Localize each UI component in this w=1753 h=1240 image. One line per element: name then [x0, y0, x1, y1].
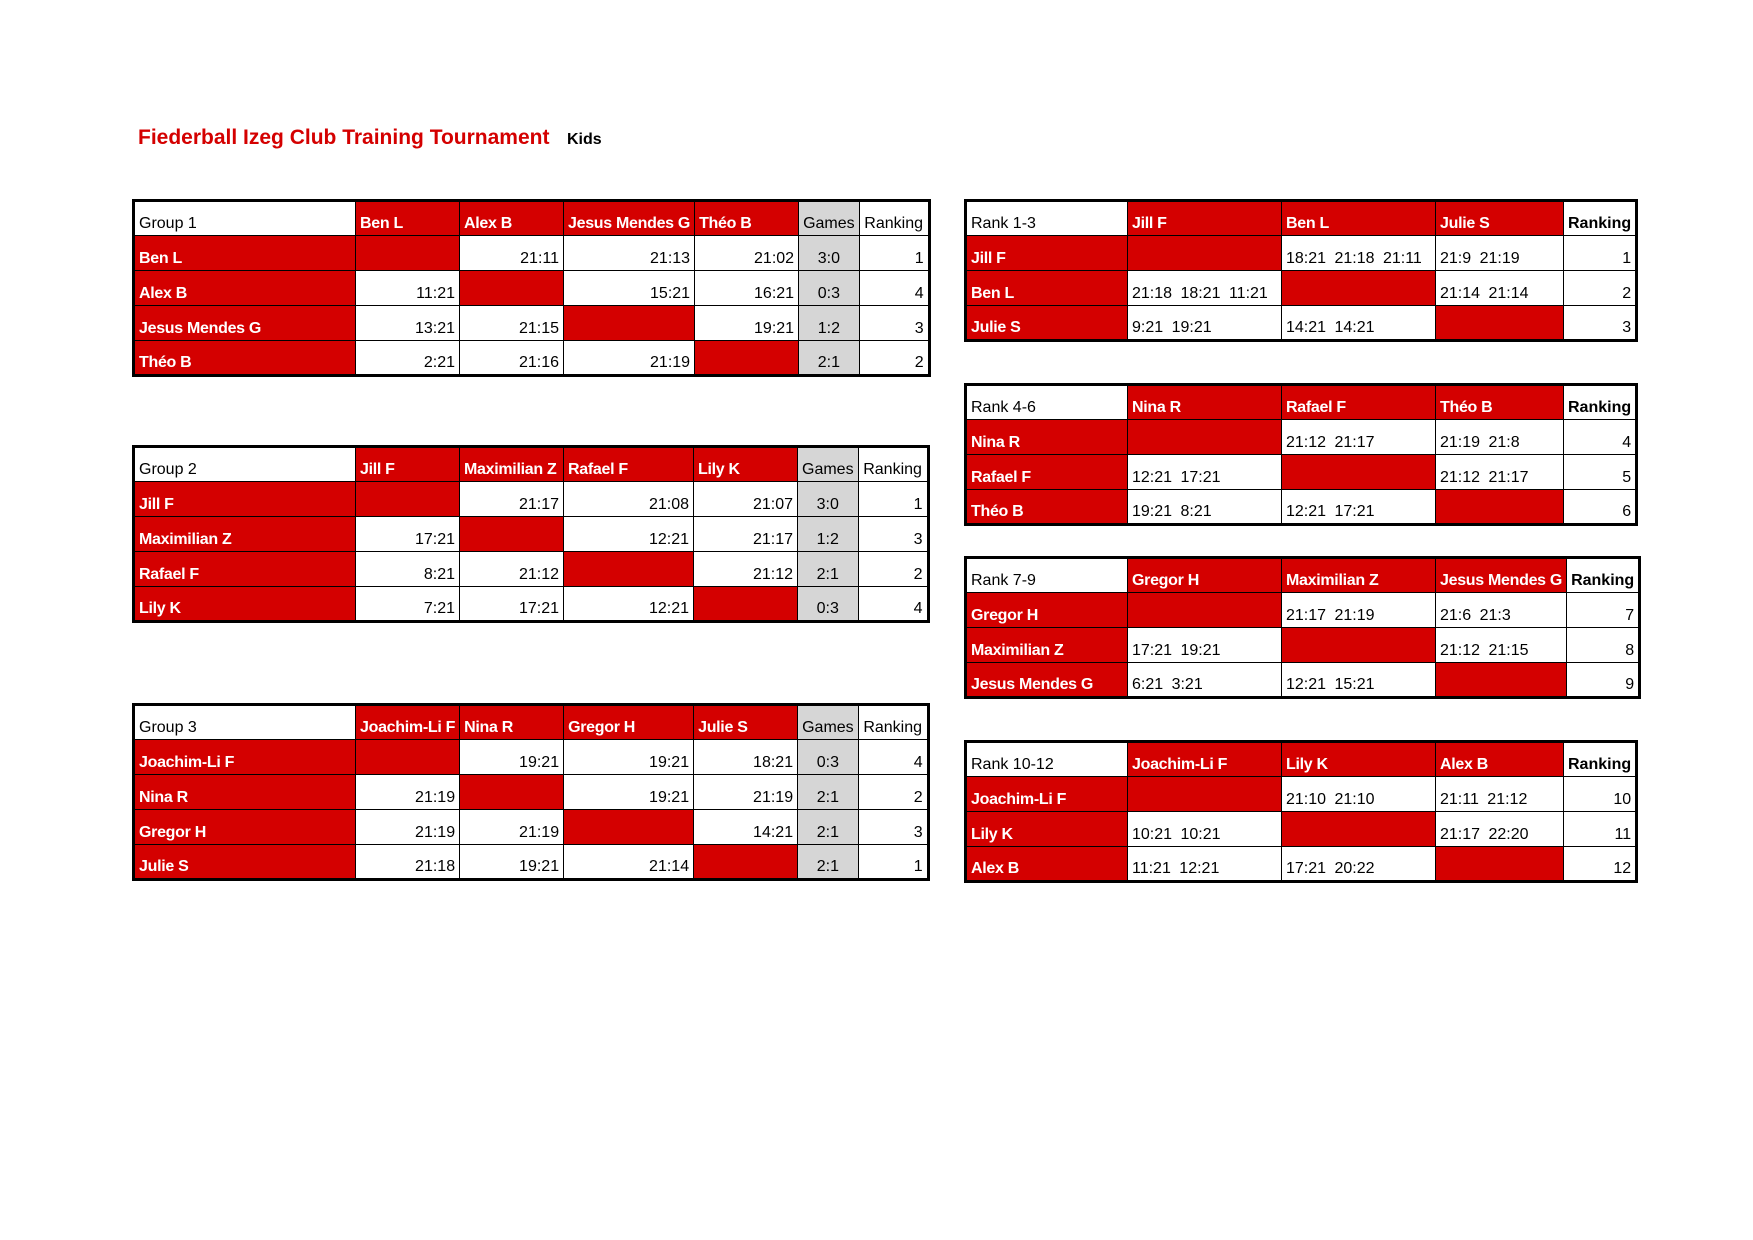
- self-match-cell: [1282, 271, 1436, 306]
- self-match-cell: [460, 271, 564, 306]
- score-cell: 21:6 21:3: [1436, 593, 1567, 628]
- games-cell: 2:1: [798, 845, 859, 880]
- column-player: Ben L: [356, 201, 460, 236]
- row-player: Rafael F: [966, 455, 1128, 490]
- row-player: Julie S: [134, 845, 356, 880]
- games-cell: 0:3: [799, 271, 860, 306]
- column-player: Joachim-Li F: [356, 705, 460, 740]
- self-match-cell: [1436, 663, 1567, 698]
- score-cell: 19:21 8:21: [1128, 490, 1282, 525]
- score-cell: 19:21: [460, 845, 564, 880]
- rank-cell: 1: [858, 482, 928, 517]
- rank-cell: 11: [1564, 812, 1637, 847]
- group-3-table: [132, 703, 930, 881]
- ranking-header: Ranking: [1564, 385, 1637, 420]
- score-cell: 18:21 21:18 21:11: [1282, 236, 1436, 271]
- self-match-cell: [1128, 777, 1282, 812]
- score-cell: 21:19: [356, 810, 460, 845]
- score-cell: 21:12 21:17: [1436, 455, 1564, 490]
- table-row: [966, 777, 1637, 812]
- score-cell: 12:21 15:21: [1282, 663, 1436, 698]
- score-cell: 14:21: [694, 810, 798, 845]
- rank-group-name: Rank 10-12: [966, 742, 1128, 777]
- games-header: Games: [798, 705, 859, 740]
- self-match-cell: [1282, 812, 1436, 847]
- ranking-header: Ranking: [1564, 201, 1637, 236]
- games-header: Games: [798, 447, 859, 482]
- column-player: Jesus Mendes G: [1436, 558, 1567, 593]
- column-player: Jill F: [1128, 201, 1282, 236]
- row-player: Nina R: [134, 775, 356, 810]
- group-2-table: [132, 445, 930, 623]
- score-cell: 7:21: [356, 587, 460, 622]
- games-header: Games: [799, 201, 860, 236]
- table-row: [134, 552, 929, 587]
- score-cell: 21:14 21:14: [1436, 271, 1564, 306]
- column-player: Julie S: [694, 705, 798, 740]
- score-cell: 21:19: [356, 775, 460, 810]
- row-player: Ben L: [134, 236, 356, 271]
- row-player: Gregor H: [134, 810, 356, 845]
- row-player: Ben L: [966, 271, 1128, 306]
- score-cell: 21:19: [460, 810, 564, 845]
- rank-1-3-table: [964, 199, 1638, 342]
- score-cell: 21:17: [694, 517, 798, 552]
- group-name: Group 2: [134, 447, 356, 482]
- column-player: Jesus Mendes G: [564, 201, 695, 236]
- row-player: Théo B: [966, 490, 1128, 525]
- table-header-row: [134, 705, 929, 740]
- games-cell: 1:2: [799, 306, 860, 341]
- row-player: Jesus Mendes G: [134, 306, 356, 341]
- games-cell: 0:3: [798, 740, 859, 775]
- score-cell: 8:21: [356, 552, 460, 587]
- games-cell: 1:2: [798, 517, 859, 552]
- rank-cell: 4: [1564, 420, 1637, 455]
- score-cell: 21:08: [564, 482, 694, 517]
- score-cell: 21:19: [564, 341, 695, 376]
- score-cell: 17:21 19:21: [1128, 628, 1282, 663]
- rank-group-name: Rank 4-6: [966, 385, 1128, 420]
- table-header-row: [966, 201, 1637, 236]
- column-player: Théo B: [1436, 385, 1564, 420]
- table-row: [134, 740, 929, 775]
- games-cell: 0:3: [798, 587, 859, 622]
- rank-cell: 1: [858, 845, 928, 880]
- ranking-header: Ranking: [1564, 742, 1637, 777]
- games-cell: 3:0: [798, 482, 859, 517]
- column-player: Rafael F: [564, 447, 694, 482]
- row-player: Rafael F: [134, 552, 356, 587]
- score-cell: 17:21: [460, 587, 564, 622]
- score-cell: 12:21 17:21: [1128, 455, 1282, 490]
- table-row: [134, 517, 929, 552]
- score-cell: 21:12 21:15: [1436, 628, 1567, 663]
- table-row: [134, 306, 930, 341]
- row-player: Gregor H: [966, 593, 1128, 628]
- score-cell: 13:21: [356, 306, 460, 341]
- score-cell: 14:21 14:21: [1282, 306, 1436, 341]
- row-player: Alex B: [134, 271, 356, 306]
- score-cell: 17:21: [356, 517, 460, 552]
- self-match-cell: [1128, 420, 1282, 455]
- rank-cell: 7: [1567, 593, 1640, 628]
- table-row: [134, 482, 929, 517]
- column-player: Lily K: [694, 447, 798, 482]
- self-match-cell: [695, 341, 799, 376]
- table-row: [966, 271, 1637, 306]
- table-row: [966, 455, 1637, 490]
- score-cell: 21:18 18:21 11:21: [1128, 271, 1282, 306]
- column-player: Alex B: [1436, 742, 1564, 777]
- score-cell: 21:17 22:20: [1436, 812, 1564, 847]
- row-player: Jill F: [134, 482, 356, 517]
- ranking-header: Ranking: [859, 201, 929, 236]
- row-player: Théo B: [134, 341, 356, 376]
- table-header-row: [134, 201, 930, 236]
- score-cell: 21:12 21:17: [1282, 420, 1436, 455]
- score-cell: 21:19 21:8: [1436, 420, 1564, 455]
- score-cell: 2:21: [356, 341, 460, 376]
- rank-10-12-table: [964, 740, 1638, 883]
- rank-cell: 2: [1564, 271, 1637, 306]
- games-cell: 2:1: [798, 775, 859, 810]
- score-cell: 21:14: [564, 845, 694, 880]
- score-cell: 11:21: [356, 271, 460, 306]
- score-cell: 12:21: [564, 517, 694, 552]
- rank-cell: 4: [858, 587, 928, 622]
- score-cell: 21:16: [460, 341, 564, 376]
- row-player: Joachim-Li F: [134, 740, 356, 775]
- score-cell: 21:15: [460, 306, 564, 341]
- table-row: [134, 271, 930, 306]
- table-row: [966, 306, 1637, 341]
- column-player: Gregor H: [1128, 558, 1282, 593]
- score-cell: 17:21 20:22: [1282, 847, 1436, 882]
- self-match-cell: [1282, 628, 1436, 663]
- rank-cell: 4: [858, 740, 928, 775]
- table-header-row: [966, 385, 1637, 420]
- games-cell: 3:0: [799, 236, 860, 271]
- column-player: Jill F: [356, 447, 460, 482]
- rank-cell: 3: [858, 517, 928, 552]
- score-cell: 15:21: [564, 271, 695, 306]
- group-name: Group 1: [134, 201, 356, 236]
- page-title: Fiederball Izeg Club Training Tournament: [138, 126, 550, 149]
- self-match-cell: [1436, 490, 1564, 525]
- column-player: Lily K: [1282, 742, 1436, 777]
- score-cell: 10:21 10:21: [1128, 812, 1282, 847]
- score-cell: 21:9 21:19: [1436, 236, 1564, 271]
- score-cell: 21:12: [460, 552, 564, 587]
- rank-cell: 4: [859, 271, 929, 306]
- column-player: Rafael F: [1282, 385, 1436, 420]
- rank-cell: 9: [1567, 663, 1640, 698]
- column-player: Maximilian Z: [1282, 558, 1436, 593]
- column-player: Gregor H: [564, 705, 694, 740]
- table-row: [966, 420, 1637, 455]
- score-cell: 21:17 21:19: [1282, 593, 1436, 628]
- rank-cell: 2: [859, 341, 929, 376]
- ranking-header: Ranking: [858, 447, 928, 482]
- rank-cell: 2: [858, 552, 928, 587]
- rank-cell: 1: [1564, 236, 1637, 271]
- table-header-row: [966, 742, 1637, 777]
- rank-group-name: Rank 1-3: [966, 201, 1128, 236]
- group-name: Group 3: [134, 705, 356, 740]
- rank-cell: 3: [859, 306, 929, 341]
- column-player: Théo B: [695, 201, 799, 236]
- rank-cell: 10: [1564, 777, 1637, 812]
- table-row: [966, 628, 1640, 663]
- games-cell: 2:1: [799, 341, 860, 376]
- score-cell: 9:21 19:21: [1128, 306, 1282, 341]
- score-cell: 11:21 12:21: [1128, 847, 1282, 882]
- score-cell: 21:02: [695, 236, 799, 271]
- rank-cell: 2: [858, 775, 928, 810]
- table-row: [966, 593, 1640, 628]
- score-cell: 21:07: [694, 482, 798, 517]
- table-row: [134, 845, 929, 880]
- rank-cell: 3: [1564, 306, 1637, 341]
- column-player: Nina R: [1128, 385, 1282, 420]
- column-player: Joachim-Li F: [1128, 742, 1282, 777]
- row-player: Alex B: [966, 847, 1128, 882]
- self-match-cell: [1128, 593, 1282, 628]
- rank-cell: 5: [1564, 455, 1637, 490]
- self-match-cell: [564, 552, 694, 587]
- table-row: [966, 663, 1640, 698]
- score-cell: 21:11 21:12: [1436, 777, 1564, 812]
- rank-cell: 1: [859, 236, 929, 271]
- self-match-cell: [694, 845, 798, 880]
- group-1-table: [132, 199, 931, 377]
- self-match-cell: [694, 587, 798, 622]
- table-row: [966, 490, 1637, 525]
- self-match-cell: [356, 482, 460, 517]
- table-row: [134, 236, 930, 271]
- table-row: [966, 847, 1637, 882]
- self-match-cell: [1436, 847, 1564, 882]
- score-cell: 6:21 3:21: [1128, 663, 1282, 698]
- score-cell: 21:13: [564, 236, 695, 271]
- self-match-cell: [1436, 306, 1564, 341]
- category-label: Kids: [567, 131, 602, 148]
- table-row: [134, 341, 930, 376]
- table-header-row: [134, 447, 929, 482]
- table-row: [134, 587, 929, 622]
- rank-4-6-table: [964, 383, 1638, 526]
- column-player: Julie S: [1436, 201, 1564, 236]
- row-player: Jill F: [966, 236, 1128, 271]
- rank-cell: 6: [1564, 490, 1637, 525]
- games-cell: 2:1: [798, 552, 859, 587]
- score-cell: 19:21: [695, 306, 799, 341]
- games-cell: 2:1: [798, 810, 859, 845]
- table-row: [134, 775, 929, 810]
- score-cell: 21:18: [356, 845, 460, 880]
- rank-cell: 8: [1567, 628, 1640, 663]
- ranking-header: Ranking: [1567, 558, 1640, 593]
- row-player: Lily K: [966, 812, 1128, 847]
- column-player: Ben L: [1282, 201, 1436, 236]
- rank-cell: 12: [1564, 847, 1637, 882]
- rank-cell: 3: [858, 810, 928, 845]
- self-match-cell: [460, 517, 564, 552]
- row-player: Lily K: [134, 587, 356, 622]
- self-match-cell: [460, 775, 564, 810]
- table-row: [966, 236, 1637, 271]
- score-cell: 18:21: [694, 740, 798, 775]
- column-player: Nina R: [460, 705, 564, 740]
- score-cell: 19:21: [564, 740, 694, 775]
- score-cell: 21:12: [694, 552, 798, 587]
- self-match-cell: [564, 306, 695, 341]
- score-cell: 16:21: [695, 271, 799, 306]
- row-player: Joachim-Li F: [966, 777, 1128, 812]
- self-match-cell: [1128, 236, 1282, 271]
- score-cell: 19:21: [564, 775, 694, 810]
- table-row: [966, 812, 1637, 847]
- self-match-cell: [356, 236, 460, 271]
- rank-group-name: Rank 7-9: [966, 558, 1128, 593]
- score-cell: 19:21: [460, 740, 564, 775]
- row-player: Maximilian Z: [134, 517, 356, 552]
- score-cell: 12:21 17:21: [1282, 490, 1436, 525]
- column-player: Maximilian Z: [460, 447, 564, 482]
- rank-7-9-table: [964, 556, 1641, 699]
- score-cell: 21:10 21:10: [1282, 777, 1436, 812]
- score-cell: 21:11: [460, 236, 564, 271]
- row-player: Nina R: [966, 420, 1128, 455]
- score-cell: 21:17: [460, 482, 564, 517]
- row-player: Maximilian Z: [966, 628, 1128, 663]
- table-row: [134, 810, 929, 845]
- row-player: Julie S: [966, 306, 1128, 341]
- score-cell: 21:19: [694, 775, 798, 810]
- table-header-row: [966, 558, 1640, 593]
- column-player: Alex B: [460, 201, 564, 236]
- self-match-cell: [1282, 455, 1436, 490]
- self-match-cell: [564, 810, 694, 845]
- row-player: Jesus Mendes G: [966, 663, 1128, 698]
- score-cell: 12:21: [564, 587, 694, 622]
- ranking-header: Ranking: [858, 705, 928, 740]
- self-match-cell: [356, 740, 460, 775]
